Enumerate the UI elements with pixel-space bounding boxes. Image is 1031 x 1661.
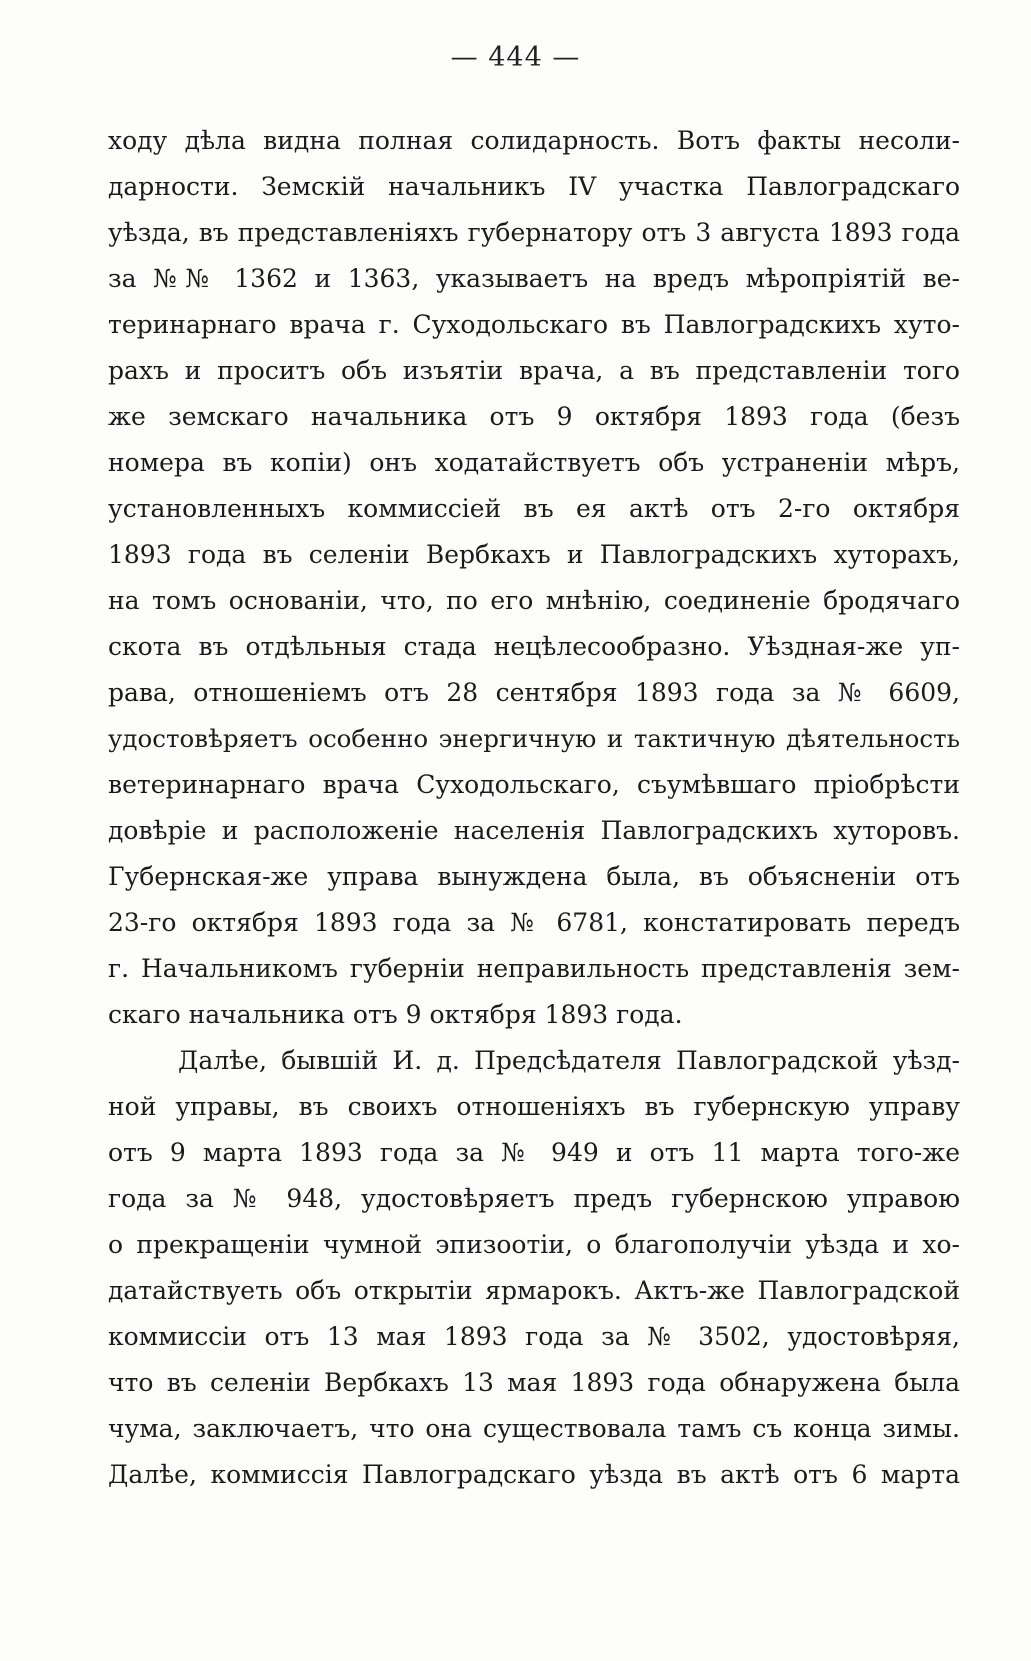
page-number: — 444 — [450,42,581,73]
text-line: отъ 9 марта 1893 года за № 949 и отъ 11 марта того-же [108,1138,960,1167]
text-line: ветеринарнаго врача Суходольскаго, съумѣвшаго пріобрѣсти [108,770,960,799]
text-line: установленныхъ коммиссіей въ ея актѣ отъ 2-го октября [108,494,960,523]
text-line: что въ селеніи Вербкахъ 13 мая 1893 года обнаружена была [108,1368,960,1397]
text-line: Далѣе, коммиссія Павлоградскаго уѣзда въ актѣ отъ 6 марта [108,1460,960,1489]
text-line: номера въ копіи) онъ ходатайствуетъ объ устраненіи мѣръ, [108,448,960,477]
text-line: удостовѣряетъ особенно энергичную и тактичную дѣятельность [108,724,960,753]
text-line: скота въ отдѣльныя стада нецѣлесообразно. Уѣздная-же уп- [108,632,960,661]
text-line: года за № 948, удостовѣряетъ предъ губернскою управою [108,1184,960,1213]
text-line: г. Начальникомъ губерніи неправильность представленія зем- [108,954,960,983]
paragraph-1 [108,118,960,1038]
text-line: дарности. Земскій начальникъ IV участка Павлоградскаго [108,172,960,201]
text-line: 23-го октября 1893 года за № 6781, констатировать передъ [108,908,960,937]
text-line-indented: Далѣе, бывшій И. д. Предсѣдателя Павлоградской уѣзд- [178,1046,960,1075]
text-line: теринарнаго врача г. Суходольскаго въ Павлоградскихъ хуто- [108,310,960,339]
text-line: ходу дѣла видна полная солидарность. Вотъ факты несоли- [108,126,960,155]
text-line: Губернская-же управа вынуждена была, въ объясненіи отъ [108,862,960,891]
text-line: довѣріе и расположеніе населенія Павлоградскихъ хуторовъ. [108,816,960,845]
text-line: же земскаго начальника отъ 9 октября 1893 года (безъ [108,402,960,431]
text-line: рахъ и проситъ объ изъятіи врача, а въ представленіи того [108,356,960,385]
text-line: ной управы, въ своихъ отношеніяхъ въ губернскую управу [108,1092,960,1121]
text-line: 1893 года въ селеніи Вербкахъ и Павлоградскихъ хуторахъ, [108,540,960,569]
body-text [108,118,960,1498]
text-line: скаго начальника отъ 9 октября 1893 года. [108,1000,683,1029]
text-line: о прекращеніи чумной эпизоотіи, о благополучіи уѣзда и хо- [108,1230,960,1259]
text-line: за №№ 1362 и 1363, указываетъ на вредъ мѣропріятій ве- [108,264,960,293]
paragraph-2 [108,1038,960,1498]
text-line: чума, заключаетъ, что она существовала тамъ съ конца зимы. [108,1414,960,1443]
text-line: коммиссіи отъ 13 мая 1893 года за № 3502, удостовѣряя, [108,1322,960,1351]
text-line: на томъ основаніи, что, по его мнѣнію, соединеніе бродячаго [108,586,960,615]
text-line: датайствуеть объ открытіи ярмарокъ. Актъ-же Павлоградской [108,1276,960,1305]
text-line: рава, отношеніемъ отъ 28 сентября 1893 года за № 6609, [108,678,960,707]
text-line: уѣзда, въ представленіяхъ губернатору отъ 3 августа 1893 года [108,218,960,247]
